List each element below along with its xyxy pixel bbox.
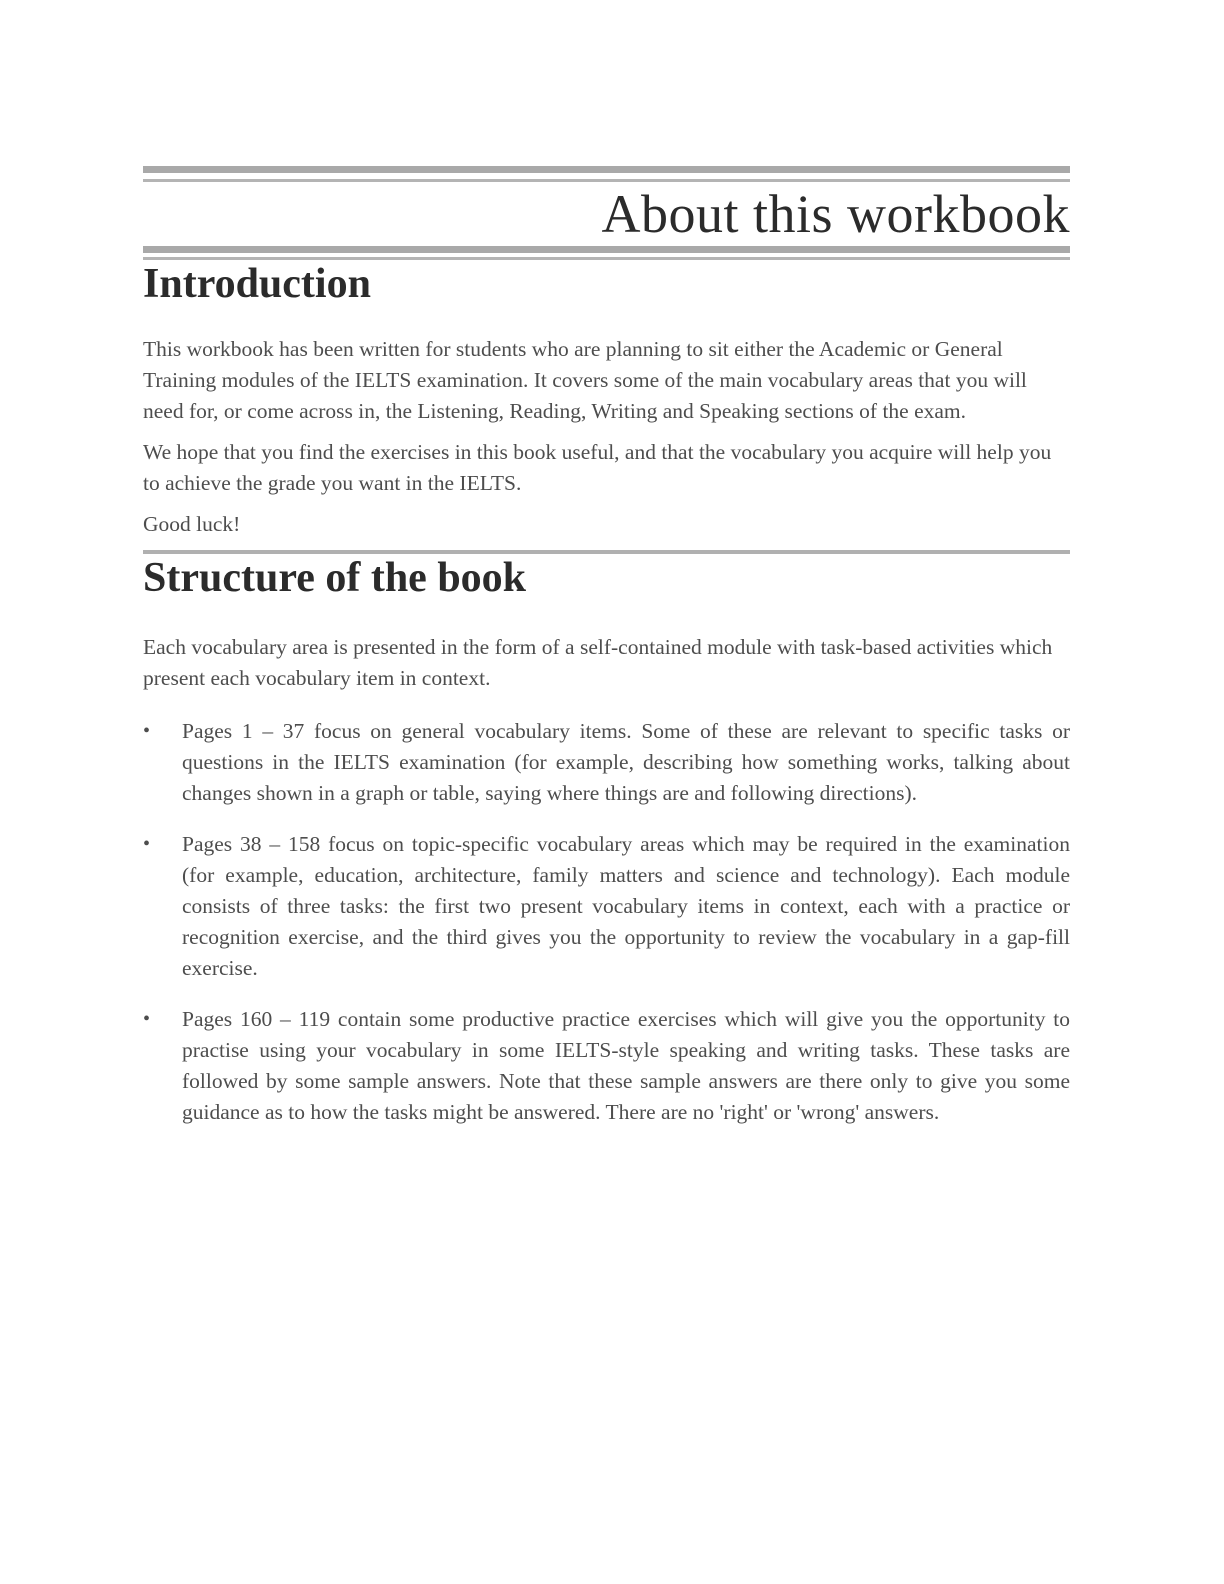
list-item	[143, 716, 1070, 809]
title-top-rule	[143, 166, 1070, 173]
introduction-paragraph: We hope that you find the exercises in this book useful, and that the vocabulary you acquire will help you to achieve the grade you want in the IELTS.	[143, 440, 1052, 495]
list-item-text: Pages 160 – 119 contain some productive practice exercises which will give you the opportunity to practise using your vocabulary in some IELTS-style speaking and writing tasks. These tasks are followed by some sample answers. Note that these sample answers are there only to give you some guidance as to how the tasks might be answered. There are no 'right' or 'wrong' answers.	[182, 1007, 1070, 1124]
title-bottom-rule	[143, 246, 1070, 253]
structure-section	[143, 554, 1070, 1128]
title-top-thin-rule	[143, 179, 1070, 182]
introduction-section	[143, 260, 1070, 540]
bullet-icon: •	[143, 1008, 151, 1030]
page-title: About this workbook	[601, 184, 1070, 244]
bullet-icon: •	[143, 720, 151, 742]
structure-paragraph: Each vocabulary area is presented in the form of a self-contained module with task-based activities which present each vocabulary item in context.	[143, 635, 1053, 690]
structure-list	[143, 716, 1070, 1128]
list-item	[143, 829, 1070, 984]
document-page	[143, 166, 1070, 1148]
introduction-heading: Introduction	[143, 261, 371, 307]
list-item	[143, 1004, 1070, 1128]
introduction-closing: Good luck!	[143, 512, 241, 536]
introduction-paragraph: This workbook has been written for students who are planning to sit either the Academic or General Training modules of the IELTS examination. It covers some of the main vocabulary areas that you will need for, or come across in, the Listening, Reading, Writing and Speaking sections of the exam.	[143, 337, 1027, 423]
title-bottom-thin-rule	[143, 257, 1070, 260]
structure-heading: Structure of the book	[143, 555, 527, 601]
title-block	[143, 166, 1070, 260]
bullet-icon: •	[143, 833, 151, 855]
list-item-text: Pages 1 – 37 focus on general vocabulary items. Some of these are relevant to specific tasks or questions in the IELTS examination (for example, describing how something works, talking about changes shown in a graph or table, saying where things are and following directions).	[182, 719, 1070, 805]
list-item-text: Pages 38 – 158 focus on topic-specific vocabulary areas which may be required in the examination (for example, education, architecture, family matters and science and technology). Each module consists of three tasks: the first two present vocabulary items in context, each with a practice or recognition exercise, and the third gives you the opportunity to review the vocabulary in a gap-fill exercise.	[182, 832, 1070, 980]
